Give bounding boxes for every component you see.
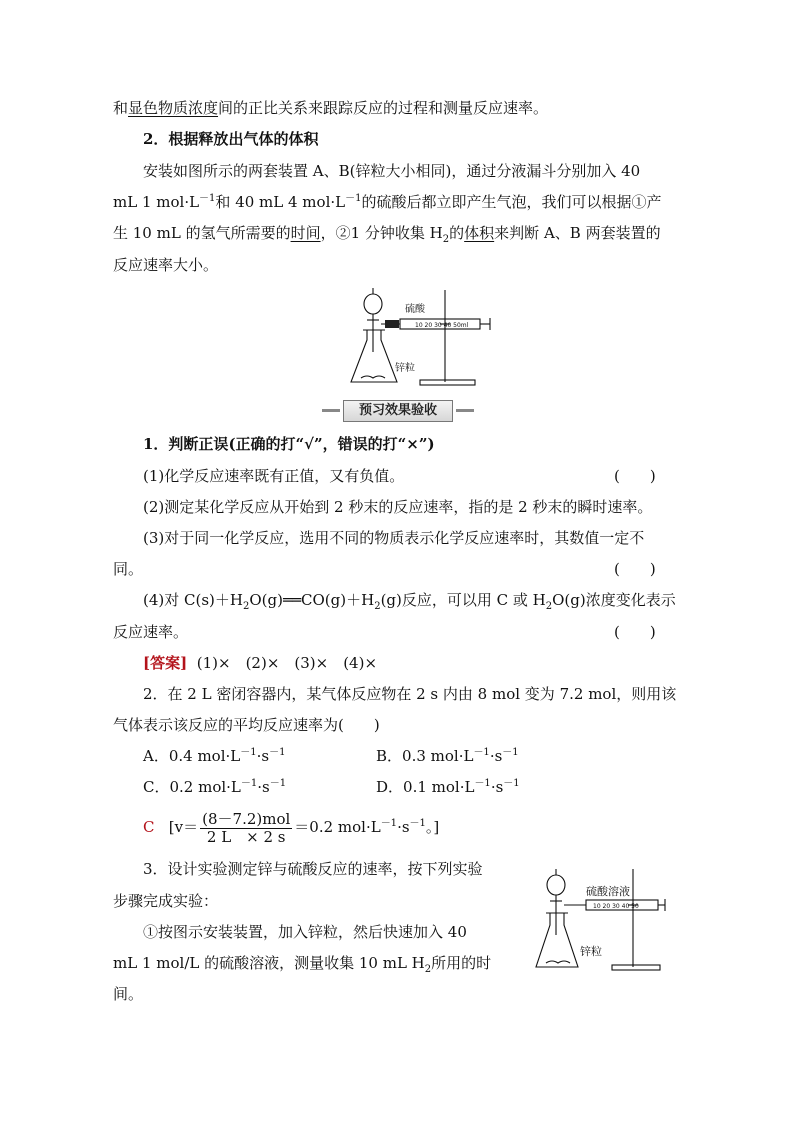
- statement: (3)对于同一化学反应，选用不同的物质表示化学反应速率时，其数值一定不: [143, 529, 645, 547]
- paragraph-line: 和显色物质浓度间的正比关系来跟踪反应的过程和测量反应速率。: [113, 99, 549, 117]
- paragraph-line: 反应速率大小。: [113, 256, 219, 274]
- answer-label: [答案]: [143, 654, 188, 672]
- step-line: mL 1 mol/L 的硫酸溶液，测量收集 10 mL $H_2$所用的时: [113, 954, 492, 975]
- figure-label-zinc: 锌粒: [395, 363, 415, 374]
- answer-blank: ( ): [614, 623, 656, 641]
- apparatus-figure-1: [345, 282, 495, 390]
- question-stem: 1．判断正误(正确的打“√”，错误的打“×”): [143, 435, 435, 453]
- question-stem: 气体表示该反应的平均反应速率为( ): [113, 716, 380, 734]
- statement: (1)化学反应速率既有正值，又有负值。: [143, 467, 405, 485]
- option-a: A．0.4 $mol\cdot L^{-1}\cdot s^{-1}$: [143, 747, 286, 765]
- paragraph-line: mL 1 $mol\cdot L^{-1}$和 40 mL 4 $mol\cdot L^{-1}$的硫酸后都立即产生气泡，我们可以根据①产: [113, 193, 662, 211]
- answer-solution: C [v＝ $\frac{\text{(8－7.2)mol}}{2 L \times 2 s}$ ＝0.2 $mol\cdot L^{-1}\cdot s^{-1}$。]: [143, 809, 440, 846]
- figure-label-acid-solution: 硫酸溶液: [586, 885, 630, 898]
- option-c: C．0.2 $mol\cdot L^{-1}\cdot s^{-1}$: [143, 778, 287, 796]
- section-heading: 2．根据释放出气体的体积: [143, 130, 319, 148]
- question-stem: 3．设计实验测定锌与硫酸反应的速率，按下列实验: [143, 860, 483, 878]
- figure-label-acid: 硫酸: [405, 304, 425, 315]
- statement: 同。: [113, 560, 144, 578]
- answer-blank: ( ): [614, 560, 656, 578]
- step-line: 间。: [113, 985, 144, 1003]
- section-banner: 预习效果验收: [343, 400, 453, 422]
- statement: (2)测定某化学反应从开始到 2 秒末的反应速率，指的是 2 秒末的瞬时速率。: [143, 498, 653, 516]
- question-stem: 2．在 2 L 密闭容器内，某气体反应物在 2 s 内由 8 mol 变为 7.2 mol，则用该: [143, 685, 677, 703]
- answer-letter: C: [143, 818, 155, 836]
- option-d: D．0.1 $mol\cdot L^{-1}\cdot s^{-1}$: [376, 778, 520, 796]
- step-line: ①按图示安装装置，加入锌粒，然后快速加入 40: [143, 923, 467, 941]
- syringe-scale: 10 20 30 40 50ml: [415, 322, 469, 329]
- underlined-term: 时间: [290, 224, 321, 242]
- underlined-term: 体积: [464, 224, 495, 242]
- option-b: B．0.3 $mol\cdot L^{-1}\cdot s^{-1}$: [376, 747, 519, 765]
- statement: 反应速率。: [113, 623, 189, 641]
- statement: (4)对 $C(s)+H_2O(g)══CO(g)+H_2(g)$反应，可以用 C 或 $H_2O(g)$浓度变化表示: [143, 591, 676, 612]
- apparatus-figure-2: [528, 855, 668, 975]
- syringe-scale: 10 20 30 40 50: [593, 903, 639, 910]
- fraction: $\frac{\text{(8－7.2)mol}}{2 L \times 2 s}$: [202, 809, 291, 846]
- question-stem: 步骤完成实验：: [113, 892, 219, 910]
- answer-blank: ( ): [614, 467, 656, 485]
- figure-label-zinc: 锌粒: [580, 945, 602, 958]
- paragraph-line: 生 10 mL 的氢气所需要的时间，②1 分钟收集 $H_2$的体积来判断 A、B 两套装置的: [113, 224, 661, 245]
- underlined-term: 显色物质浓度: [128, 99, 219, 117]
- paragraph-line: 安装如图所示的两套装置 A、B(锌粒大小相同)，通过分液漏斗分别加入 40: [143, 162, 641, 180]
- answer-line: [答案] (1)× (2)× (3)× (4)×: [143, 654, 378, 672]
